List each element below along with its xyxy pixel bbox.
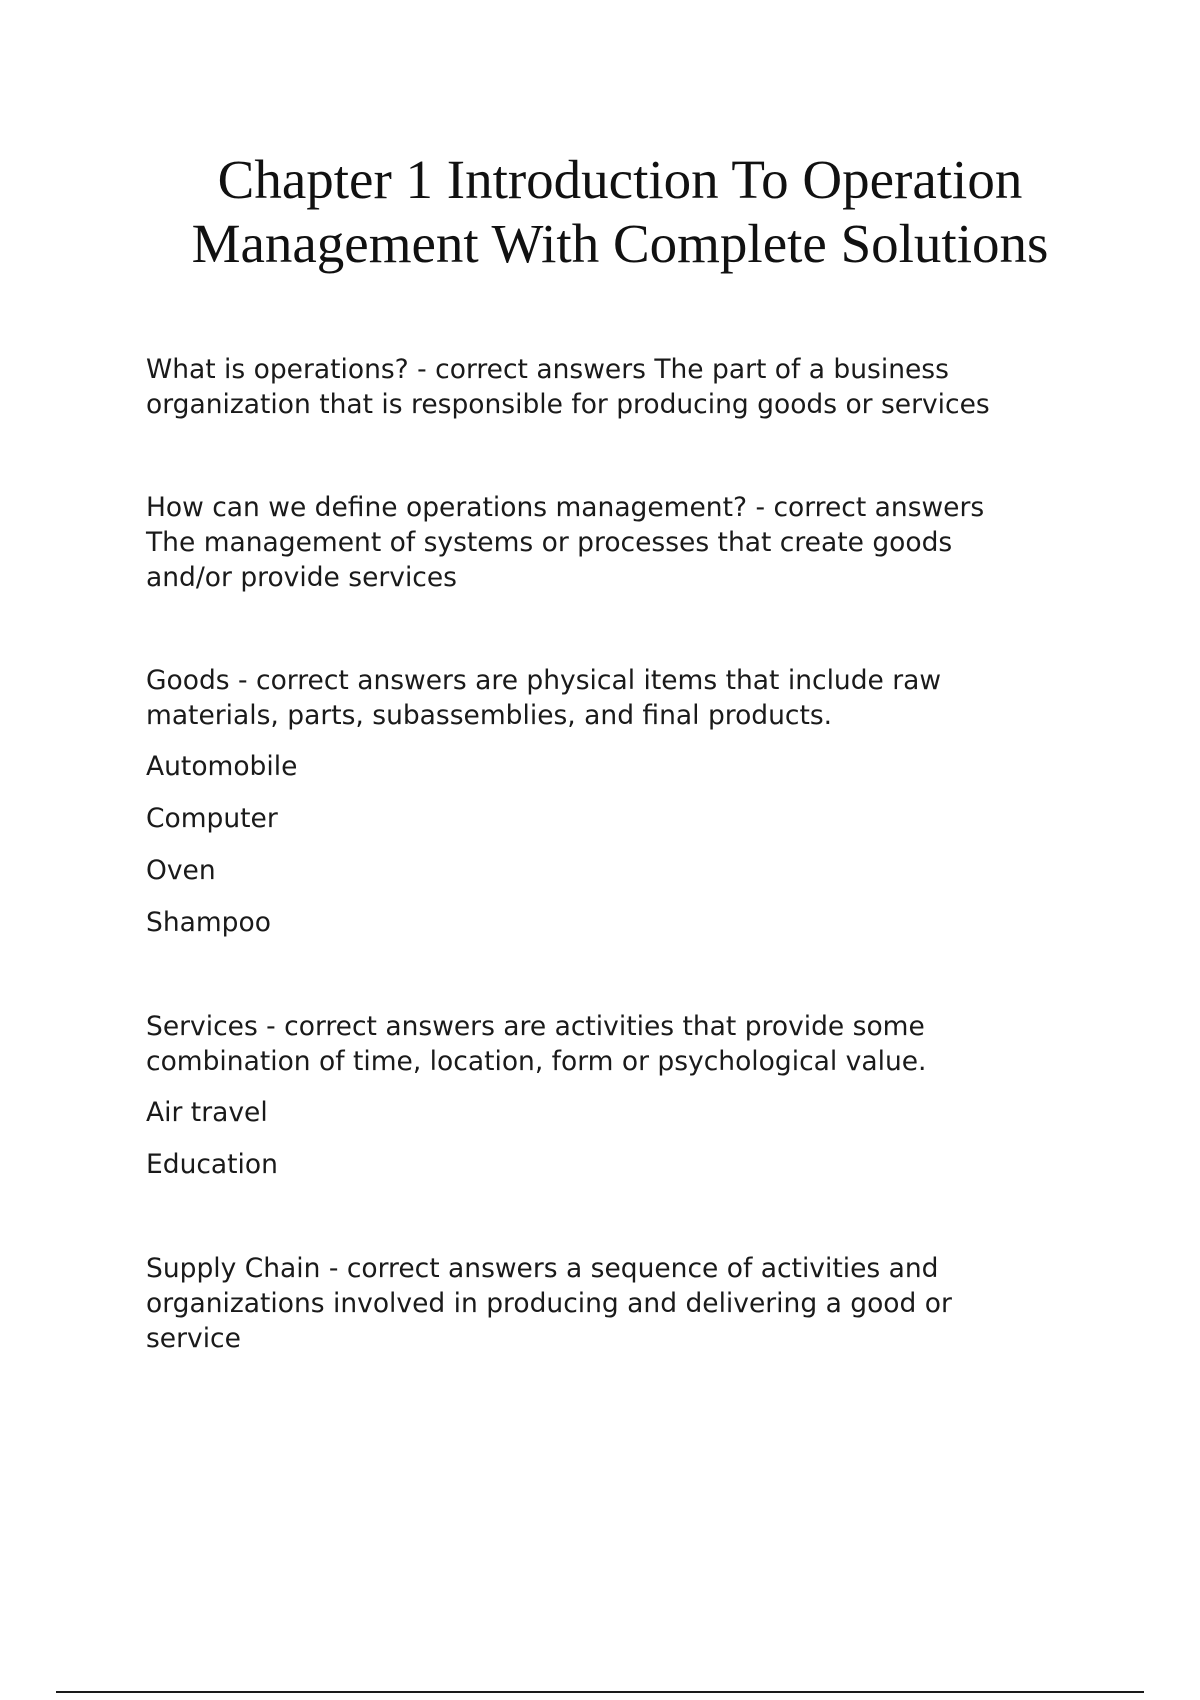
- list-item: Oven: [146, 855, 216, 886]
- entry-operations: [146, 352, 1076, 422]
- entry-text: How can we define operations management? - correct answers The management of systems or processes that create goods and/or provide services: [146, 492, 985, 593]
- entry-supply-chain: [146, 1251, 1076, 1356]
- entry-goods: [146, 663, 1076, 941]
- page-title: Chapter 1 Introduction To Operation Management With Complete Solutions: [191, 149, 1049, 274]
- list-item: Automobile: [146, 751, 298, 782]
- entry-text: Goods - correct answers are physical items that include raw materials, parts, subassemblies, and final products.: [146, 665, 942, 731]
- document-body: [146, 352, 1076, 1424]
- entry-text: Services - correct answers are activities that provide some combination of time, location, form or psychological value.: [146, 1011, 927, 1077]
- entry-operations-management: [146, 490, 1076, 595]
- list-item: Shampoo: [146, 907, 271, 938]
- list-item: Education: [146, 1149, 278, 1180]
- entry-services: [146, 1009, 1076, 1183]
- entry-text: Supply Chain - correct answers a sequence of activities and organizations involved in producing and delivering a good or service: [146, 1253, 952, 1354]
- list-item: Air travel: [146, 1097, 268, 1128]
- entry-text: What is operations? - correct answers The part of a business organization that is responsible for producing goods or services: [146, 354, 990, 420]
- footer-divider: [56, 1691, 1144, 1693]
- list-item: Computer: [146, 803, 278, 834]
